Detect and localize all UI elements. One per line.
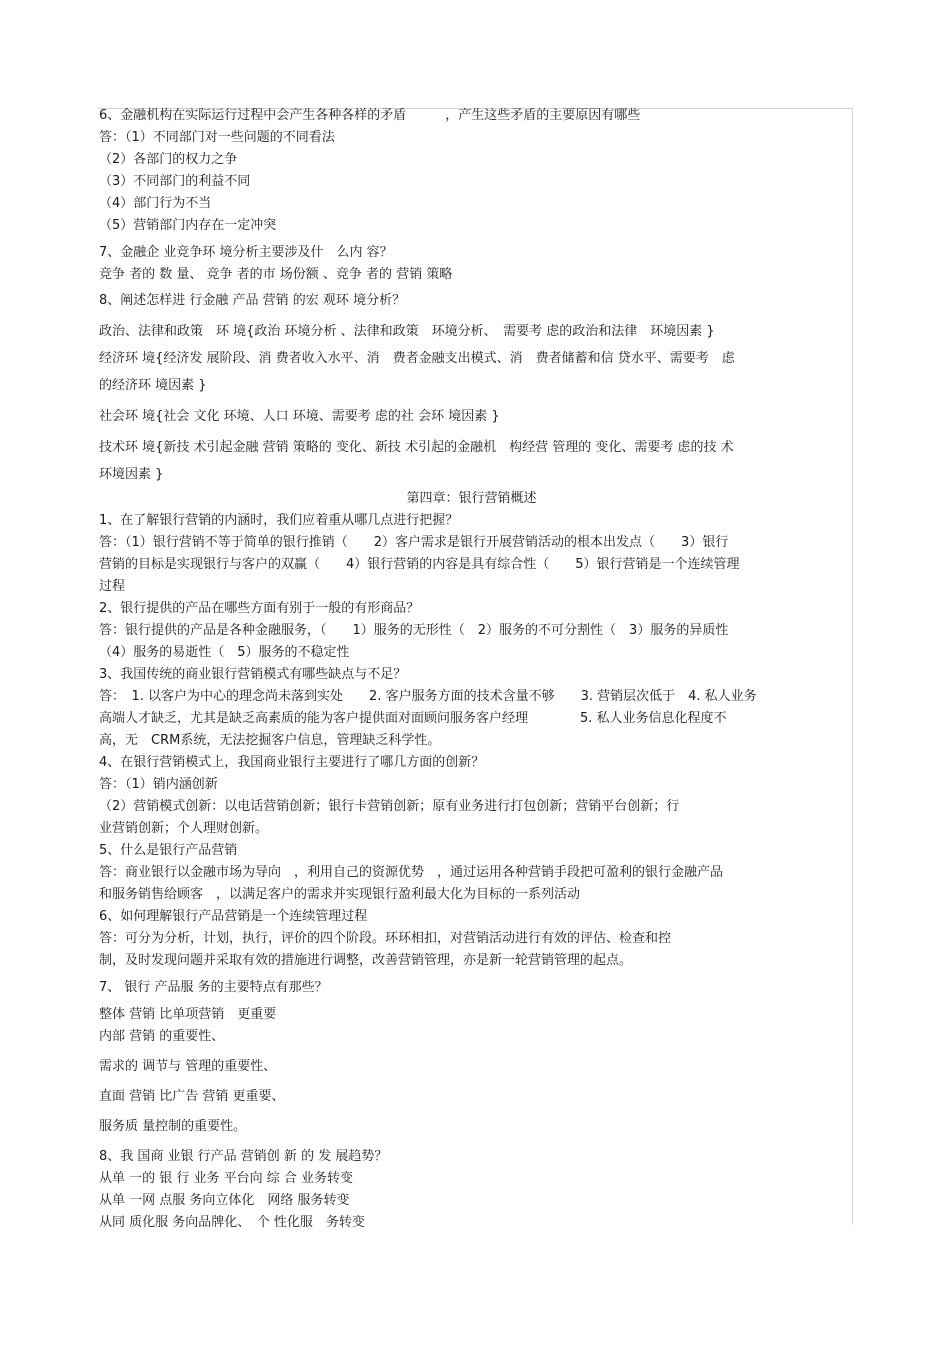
text-line: 8、我 国商 业银 行产品 营销创 新 的 发 展趋势？ — [99, 1149, 388, 1164]
text-line: 社会环 境{社会 文化 环境、人口 环境、需要考 虑的社 会环 境因素 } — [99, 409, 500, 424]
text-line: 需求的 调节与 管理的重要性、 — [99, 1059, 277, 1074]
text-line: 技术环 境{新技 术引起金融 营销 策略的 变化、新技 术引起的金融机 构经营 管理的 变化、需要考 虑的技 术 — [99, 440, 734, 455]
text-line: （2）营销模式创新：以电话营销创新；银行卡营销创新；原有业务进行打包创新；营销平台创新；行 — [99, 799, 680, 814]
text-line: 7、 银行 产品服 务的主要特点有那些？ — [99, 980, 328, 995]
text-line: 经济环 境{经济发 展阶段、消 费者收入水平、消 费者金融支出模式、消 费者储蓄和信 贷水平、需要考 虑 — [99, 351, 735, 366]
text-line: 答：（1）销内涵创新 — [99, 777, 218, 792]
text-line: 答：（1）不同部门对一些问题的不同看法 — [99, 130, 335, 145]
text-line: 答： 1. 以客户为中心的理念尚未落到实处 2. 客户服务方面的技术含量不够 3. 营销层次低于 4. 私人业务 — [99, 689, 757, 704]
page-border-right — [852, 108, 853, 1225]
text-line: 制，及时发现问题并采取有效的措施进行调整，改善营销管理，亦是新一轮营销管理的起点。 — [99, 953, 633, 968]
text-line: 和服务销售给顾客 ，以满足客户的需求并实现银行盈利最大化为目标的一系列活动 — [99, 887, 581, 902]
text-line: 5、什么是银行产品营销 — [99, 843, 238, 858]
text-line: 业营销创新；个人理财创新。 — [99, 821, 269, 836]
text-line: 6、如何理解银行产品营销是一个连续管理过程 — [99, 909, 368, 924]
text-line: 的经济环 境因素 } — [99, 378, 207, 393]
text-line: （3）不同部门的利益不同 — [99, 174, 251, 189]
text-line: 从单 一网 点服 务向立体化 网络 服务转变 — [99, 1193, 350, 1208]
text-line: 4、在银行营销模式上，我国商业银行主要进行了哪几方面的创新？ — [99, 755, 485, 770]
text-line: 答：可分为分析，计划，执行，评价的四个阶段。环环相扣，对营销活动进行有效的评估、检查和控 — [99, 931, 672, 946]
text-line: 竞争 者的 数 量、 竞争 者的市 场份额 、竞争 者的 营销 策略 — [99, 267, 453, 282]
text-line: 过程 — [99, 579, 126, 594]
text-line: 从同 质化服 务向品牌化、 个 性化服 务转变 — [99, 1215, 365, 1230]
text-line: 答：银行提供的产品是各种金融服务，（ 1）服务的无形性（ 2）服务的不可分割性（ 3）服务的异质性 — [99, 623, 729, 638]
text-line: （5）营销部门内存在一定冲突 — [99, 218, 277, 233]
text-line: 7、金融企 业竞争环 境分析主要涉及什 么内 容？ — [99, 245, 393, 260]
document-body — [99, 105, 844, 1234]
text-line: 高端人才缺乏，尤其是缺乏高素质的能为客户提供面对面顾问服务客户经理 5. 私人业务信息化程度不 — [99, 711, 727, 726]
text-line: 政治、法律和政策 环 境{政治 环境分析 、法律和政策 环境分析、 需要考 虑的政治和法律 环境因素 } — [99, 324, 715, 339]
text-line: 3、我国传统的商业银行营销模式有哪些缺点与不足？ — [99, 667, 407, 682]
text-line: 8、阐述怎样进 行金融 产品 营销 的宏 观环 境分析？ — [99, 293, 406, 308]
text-line: （4）部门行为不当 — [99, 196, 212, 211]
text-line: 整体 营销 比单项营销 更重要 — [99, 1007, 277, 1022]
text-line: 服务质 量控制的重要性。 — [99, 1119, 247, 1134]
text-line: 答：（1）银行营销不等于简单的银行推销（ 2）客户需求是银行开展营销活动的根本出发点（ 3）银行 — [99, 535, 729, 550]
text-line: 直面 营销 比广告 营销 更重要、 — [99, 1089, 285, 1104]
text-line: 答：商业银行以金融市场为导向 ，利用自己的资源优势 ，通过运用各种营销手段把可盈利的银行金融产品 — [99, 865, 724, 880]
text-line: 营销的目标是实现银行与客户的双赢（ 4）银行营销的内容是具有综合性（ 5）银行营销是一个连续管理 — [99, 557, 740, 572]
chapter-heading: 第四章：银行营销概述 — [406, 491, 537, 506]
text-line: 环境因素 } — [99, 467, 164, 482]
text-line: 1、在了解银行营销的内涵时，我们应着重从哪几点进行把握？ — [99, 513, 459, 528]
text-line: （4）服务的易逝性（ 5）服务的不稳定性 — [99, 645, 350, 660]
text-line: 6、金融机构在实际运行过程中会产生各种各样的矛盾 ，产生这些矛盾的主要原因有哪些 — [99, 108, 641, 123]
text-line: 内部 营销 的重要性、 — [99, 1029, 225, 1044]
text-line: 2、银行提供的产品在哪些方面有别于一般的有形商品？ — [99, 601, 420, 616]
text-line: 从单 一的 银 行 业务 平台向 综 合 业务转变 — [99, 1171, 354, 1186]
text-line: （2）各部门的权力之争 — [99, 152, 238, 167]
text-line: 高，无 CRM系统，无法挖掘客户信息，管理缺乏科学性。 — [99, 733, 441, 748]
